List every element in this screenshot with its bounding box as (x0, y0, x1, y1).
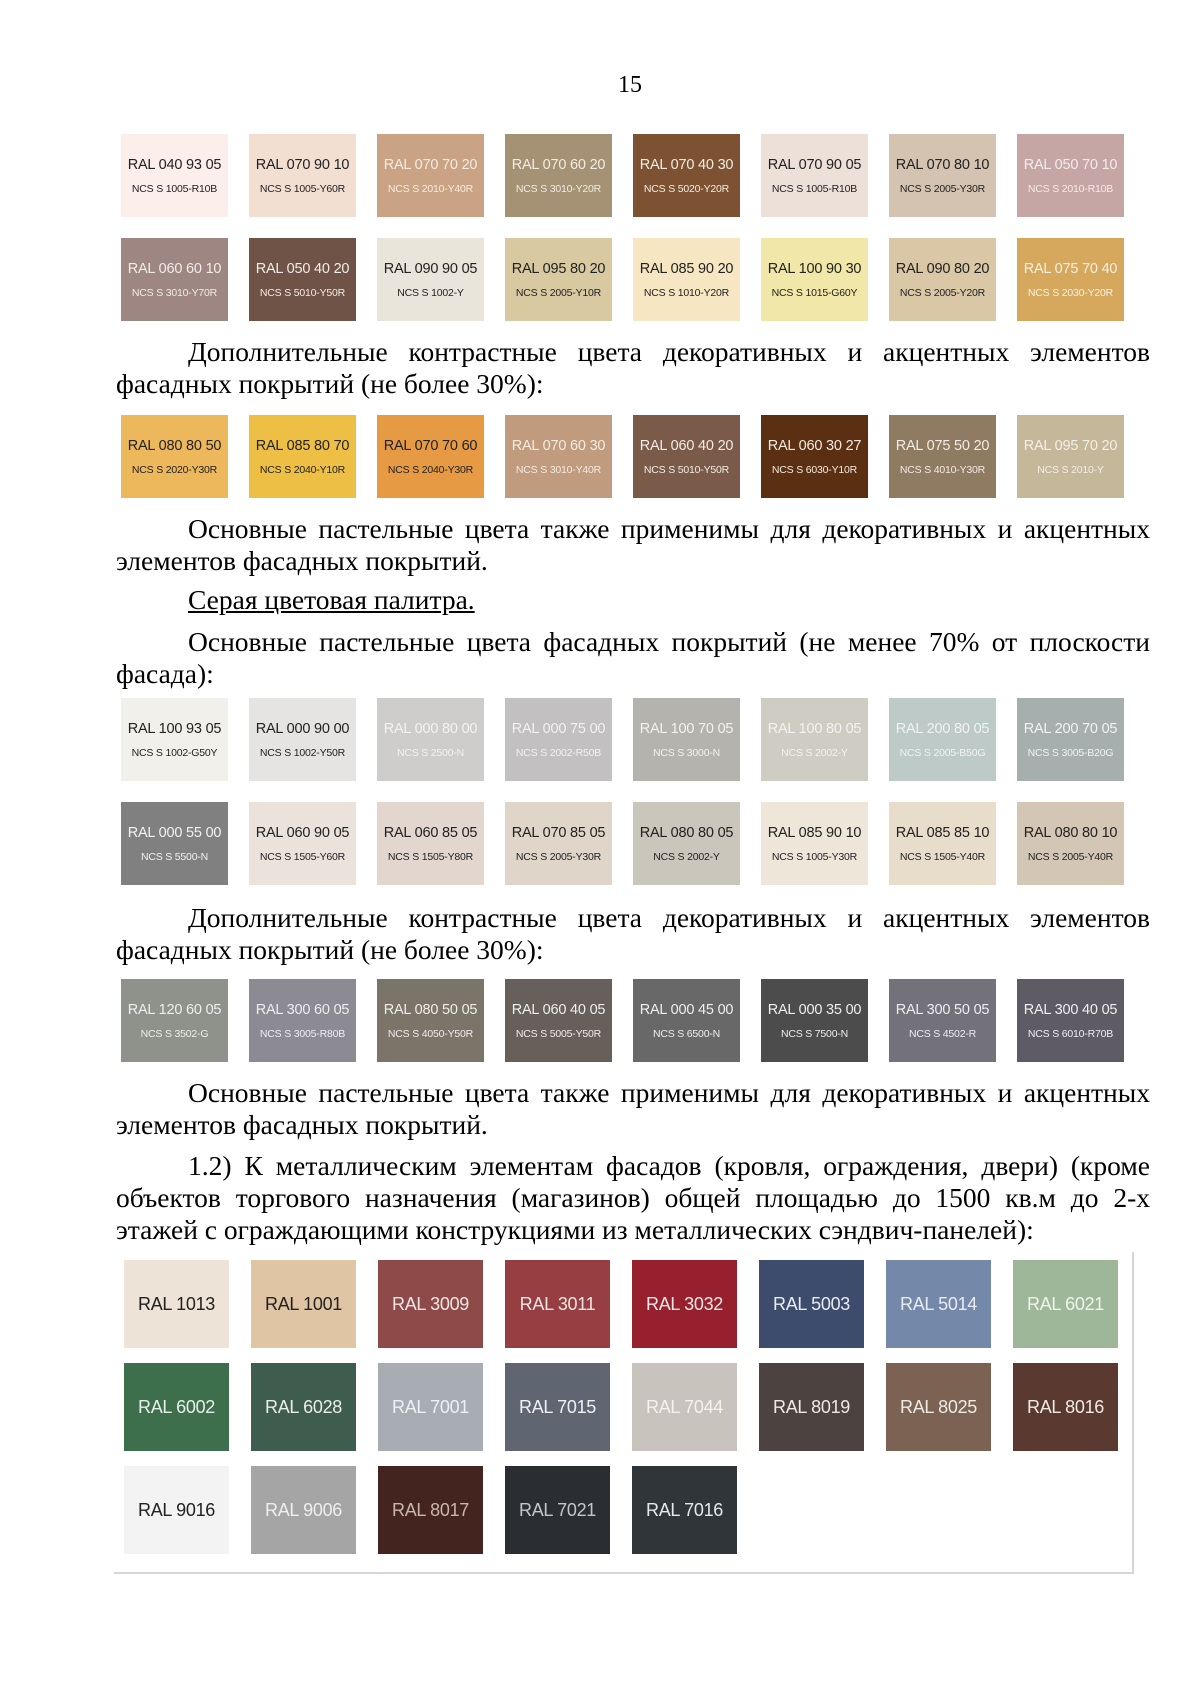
ral-code: RAL 095 80 20 (511, 260, 606, 277)
metal-color-swatch (505, 1363, 610, 1451)
grey-palette-heading: Серая цветовая палитра. (188, 584, 475, 615)
ral-code: RAL 060 40 05 (511, 1001, 606, 1018)
ral-code: RAL 070 80 10 (895, 156, 990, 173)
metal-color-grid (124, 1260, 1118, 1554)
color-swatch (889, 698, 996, 781)
contrast-colors-text-2: Дополнительные контрастные цвета декоративных и акцентных элементов фасадных покрытий (не более 30%): (116, 902, 1150, 965)
color-swatch (633, 802, 740, 885)
ncs-code: NCS S 2005-Y30R (899, 182, 986, 195)
ral-code: RAL 7001 (392, 1396, 469, 1417)
color-swatch (633, 979, 740, 1062)
color-swatch (1017, 802, 1124, 885)
metal-color-panel (114, 1252, 1134, 1574)
page-number: 15 (618, 72, 642, 98)
color-swatch (633, 698, 740, 781)
color-swatch (505, 238, 612, 321)
ncs-code: NCS S 1015-G60Y (771, 286, 858, 299)
color-swatch (249, 979, 356, 1062)
ncs-code: NCS S 5020-Y20R (643, 182, 730, 195)
ral-code: RAL 200 70 05 (1023, 720, 1118, 737)
ral-code: RAL 080 50 05 (383, 1001, 478, 1018)
ral-code: RAL 100 80 05 (767, 720, 862, 737)
color-swatch (121, 134, 228, 217)
ncs-code: NCS S 3005-B20G (1027, 746, 1114, 759)
color-swatch (121, 979, 228, 1062)
color-swatch (761, 802, 868, 885)
ral-code: RAL 080 80 10 (1023, 824, 1118, 841)
ral-code: RAL 3009 (392, 1293, 469, 1314)
ral-code: RAL 060 40 20 (639, 437, 734, 454)
pastel-contrast-row (121, 415, 1124, 498)
ral-code: RAL 1001 (265, 1293, 342, 1314)
ral-code: RAL 120 60 05 (127, 1001, 222, 1018)
color-swatch (505, 134, 612, 217)
ral-code: RAL 060 90 05 (255, 824, 350, 841)
color-swatch (1017, 415, 1124, 498)
metal-color-swatch (886, 1260, 991, 1348)
ncs-code: NCS S 1005-R10B (131, 182, 218, 195)
ral-code: RAL 090 90 05 (383, 260, 478, 277)
ncs-code: NCS S 3010-Y70R (131, 286, 218, 299)
metal-color-swatch (759, 1363, 864, 1451)
ral-code: RAL 075 50 20 (895, 437, 990, 454)
ncs-code: NCS S 2010-R10B (1027, 182, 1114, 195)
pastel-also-applicable-line-1: Основные пастельные цвета также применимы для декоративных и акцентных (188, 513, 1150, 544)
ncs-code: NCS S 1002-G50Y (131, 746, 218, 759)
grey-main-row-1 (121, 698, 1124, 781)
ral-code: RAL 6021 (1027, 1293, 1104, 1314)
ral-code: RAL 060 85 05 (383, 824, 478, 841)
color-swatch (121, 238, 228, 321)
ral-code: RAL 200 80 05 (895, 720, 990, 737)
ncs-code: NCS S 2005-Y40R (1027, 850, 1114, 863)
color-swatch (505, 415, 612, 498)
ral-code: RAL 7044 (646, 1396, 723, 1417)
ncs-code: NCS S 1002-Y50R (259, 746, 346, 759)
ncs-code: NCS S 7500-N (780, 1027, 849, 1040)
ncs-code: NCS S 5500-N (140, 850, 209, 863)
color-swatch (761, 979, 868, 1062)
metal-color-swatch (505, 1466, 610, 1554)
ncs-code: NCS S 2005-B50G (899, 746, 986, 759)
grey-main-text: Основные пастельные цвета фасадных покрытий (не менее 70% от плоскости фасада): (116, 626, 1150, 689)
metal-color-swatch (251, 1466, 356, 1554)
color-swatch (377, 415, 484, 498)
ral-code: RAL 070 85 05 (511, 824, 606, 841)
ncs-code: NCS S 2002-Y (781, 746, 848, 759)
ral-code: RAL 085 90 10 (767, 824, 862, 841)
ncs-code: NCS S 2005-Y20R (899, 286, 986, 299)
color-swatch (249, 802, 356, 885)
ral-code: RAL 6002 (138, 1396, 215, 1417)
ncs-code: NCS S 3000-N (652, 746, 721, 759)
ral-code: RAL 3032 (646, 1293, 723, 1314)
ral-code: RAL 085 90 20 (639, 260, 734, 277)
color-swatch (505, 979, 612, 1062)
ral-code: RAL 300 50 05 (895, 1001, 990, 1018)
ral-code: RAL 000 90 00 (255, 720, 350, 737)
contrast-colors-text-1: Дополнительные контрастные цвета декоративных и акцентных элементов фасадных покрытий (не более 30%): (116, 336, 1150, 399)
ral-code: RAL 5003 (773, 1293, 850, 1314)
metal-color-swatch (632, 1363, 737, 1451)
color-swatch (121, 415, 228, 498)
ral-code: RAL 8017 (392, 1499, 469, 1520)
grey-also-applicable-line-1: Основные пастельные цвета также применимы для декоративных и акцентных (188, 1077, 1150, 1108)
ral-code: RAL 8025 (900, 1396, 977, 1417)
ral-code: RAL 085 85 10 (895, 824, 990, 841)
ral-code: RAL 7015 (519, 1396, 596, 1417)
ral-code: RAL 070 90 05 (767, 156, 862, 173)
metal-color-swatch (1013, 1363, 1118, 1451)
ncs-code: NCS S 4050-Y50R (387, 1027, 474, 1040)
ral-code: RAL 070 70 20 (383, 156, 478, 173)
ncs-code: NCS S 2005-Y30R (515, 850, 602, 863)
color-swatch (889, 802, 996, 885)
ral-code: RAL 000 80 00 (383, 720, 478, 737)
color-swatch (889, 238, 996, 321)
grey-main-row-2 (121, 802, 1124, 885)
ral-code: RAL 6028 (265, 1396, 342, 1417)
ral-code: RAL 070 70 60 (383, 437, 478, 454)
metal-elements-text: 1.2) К металлическим элементам фасадов (кровля, ограждения, двери) (кроме объектов торгового назначения (магазинов) общей площадью до 1500 кв.м до 2-х этажей с ограждающими конструкциями из металлических сэндвич-панелей): (116, 1150, 1150, 1245)
metal-color-swatch (886, 1363, 991, 1451)
ral-code: RAL 075 70 40 (1023, 260, 1118, 277)
ncs-code: NCS S 2030-Y20R (1027, 286, 1114, 299)
ral-code: RAL 050 70 10 (1023, 156, 1118, 173)
ral-code: RAL 7016 (646, 1499, 723, 1520)
ral-code: RAL 1013 (138, 1293, 215, 1314)
ral-code: RAL 300 60 05 (255, 1001, 350, 1018)
ncs-code: NCS S 1005-Y60R (259, 182, 346, 195)
ncs-code: NCS S 1505-Y40R (899, 850, 986, 863)
color-swatch (249, 238, 356, 321)
ncs-code: NCS S 5010-Y50R (643, 463, 730, 476)
ral-code: RAL 000 45 00 (639, 1001, 734, 1018)
ral-code: RAL 070 40 30 (639, 156, 734, 173)
color-swatch (761, 415, 868, 498)
grey-contrast-row (121, 979, 1124, 1062)
metal-color-swatch (251, 1363, 356, 1451)
color-swatch (377, 134, 484, 217)
color-swatch (249, 415, 356, 498)
color-swatch (1017, 238, 1124, 321)
metal-color-swatch (505, 1260, 610, 1348)
ral-code: RAL 8016 (1027, 1396, 1104, 1417)
color-swatch (249, 698, 356, 781)
ral-code: RAL 100 93 05 (127, 720, 222, 737)
color-swatch (1017, 979, 1124, 1062)
ncs-code: NCS S 3005-R80B (259, 1027, 346, 1040)
ral-code: RAL 000 55 00 (127, 824, 222, 841)
ncs-code: NCS S 1005-R10B (771, 182, 858, 195)
metal-color-swatch (251, 1260, 356, 1348)
metal-color-swatch (124, 1260, 229, 1348)
ncs-code: NCS S 1505-Y60R (259, 850, 346, 863)
color-swatch (889, 134, 996, 217)
color-swatch (121, 802, 228, 885)
color-swatch (889, 979, 996, 1062)
ral-code: RAL 9006 (265, 1499, 342, 1520)
ncs-code: NCS S 4502-R (908, 1027, 977, 1040)
color-swatch (633, 415, 740, 498)
ral-code: RAL 090 80 20 (895, 260, 990, 277)
ral-code: RAL 080 80 50 (127, 437, 222, 454)
color-swatch (761, 134, 868, 217)
color-swatch (377, 698, 484, 781)
ral-code: RAL 100 70 05 (639, 720, 734, 737)
ral-code: RAL 000 35 00 (767, 1001, 862, 1018)
color-swatch (889, 415, 996, 498)
metal-color-swatch (378, 1363, 483, 1451)
ral-code: RAL 000 75 00 (511, 720, 606, 737)
color-swatch (633, 134, 740, 217)
ncs-code: NCS S 1002-Y (397, 286, 464, 299)
pastel-also-applicable-line-2: элементов фасадных покрытий. (116, 545, 488, 576)
metal-color-swatch (1013, 1260, 1118, 1348)
ncs-code: NCS S 1010-Y20R (643, 286, 730, 299)
ral-code: RAL 070 60 20 (511, 156, 606, 173)
color-swatch (249, 134, 356, 217)
color-swatch (1017, 134, 1124, 217)
ral-code: RAL 8019 (773, 1396, 850, 1417)
ral-code: RAL 060 30 27 (767, 437, 862, 454)
color-swatch (761, 238, 868, 321)
ral-code: RAL 085 80 70 (255, 437, 350, 454)
ncs-code: NCS S 2020-Y30R (131, 463, 218, 476)
color-swatch (121, 698, 228, 781)
ncs-code: NCS S 4010-Y30R (899, 463, 986, 476)
metal-color-swatch (759, 1260, 864, 1348)
ncs-code: NCS S 3010-Y20R (515, 182, 602, 195)
ral-code: RAL 050 40 20 (255, 260, 350, 277)
grey-also-applicable-line-2: элементов фасадных покрытий. (116, 1109, 488, 1140)
color-swatch (377, 802, 484, 885)
ral-code: RAL 3011 (519, 1293, 596, 1314)
ncs-code: NCS S 1005-Y30R (771, 850, 858, 863)
color-swatch (377, 979, 484, 1062)
ncs-code: NCS S 5005-Y50R (515, 1027, 602, 1040)
ral-code: RAL 080 80 05 (639, 824, 734, 841)
ral-code: RAL 7021 (519, 1499, 596, 1520)
pastel-main-row-1 (121, 134, 1124, 217)
metal-color-swatch (378, 1260, 483, 1348)
ncs-code: NCS S 3010-Y40R (515, 463, 602, 476)
metal-color-swatch (378, 1466, 483, 1554)
ral-code: RAL 070 90 10 (255, 156, 350, 173)
ncs-code: NCS S 2040-Y30R (387, 463, 474, 476)
color-swatch (505, 802, 612, 885)
ral-code: RAL 100 90 30 (767, 260, 862, 277)
ral-code: RAL 060 60 10 (127, 260, 222, 277)
ncs-code: NCS S 2010-Y40R (387, 182, 474, 195)
ral-code: RAL 5014 (900, 1293, 977, 1314)
color-swatch (377, 238, 484, 321)
color-swatch (761, 698, 868, 781)
pastel-main-row-2 (121, 238, 1124, 321)
metal-color-swatch (632, 1260, 737, 1348)
ral-code: RAL 9016 (138, 1499, 215, 1520)
ncs-code: NCS S 6010-R70B (1027, 1027, 1114, 1040)
metal-color-swatch (124, 1466, 229, 1554)
ral-code: RAL 095 70 20 (1023, 437, 1118, 454)
ncs-code: NCS S 2005-Y10R (515, 286, 602, 299)
metal-color-swatch (124, 1363, 229, 1451)
ncs-code: NCS S 6030-Y10R (771, 463, 858, 476)
ncs-code: NCS S 6500-N (652, 1027, 721, 1040)
ral-code: RAL 040 93 05 (127, 156, 222, 173)
color-swatch (633, 238, 740, 321)
ncs-code: NCS S 2002-R50B (515, 746, 602, 759)
ral-code: RAL 070 60 30 (511, 437, 606, 454)
ncs-code: NCS S 3502-G (140, 1027, 209, 1040)
ncs-code: NCS S 2500-N (396, 746, 465, 759)
ral-code: RAL 300 40 05 (1023, 1001, 1118, 1018)
ncs-code: NCS S 2010-Y (1037, 463, 1104, 476)
metal-color-swatch (632, 1466, 737, 1554)
ncs-code: NCS S 2002-Y (653, 850, 720, 863)
ncs-code: NCS S 5010-Y50R (259, 286, 346, 299)
color-swatch (1017, 698, 1124, 781)
ncs-code: NCS S 1505-Y80R (387, 850, 474, 863)
color-swatch (505, 698, 612, 781)
ncs-code: NCS S 2040-Y10R (259, 463, 346, 476)
